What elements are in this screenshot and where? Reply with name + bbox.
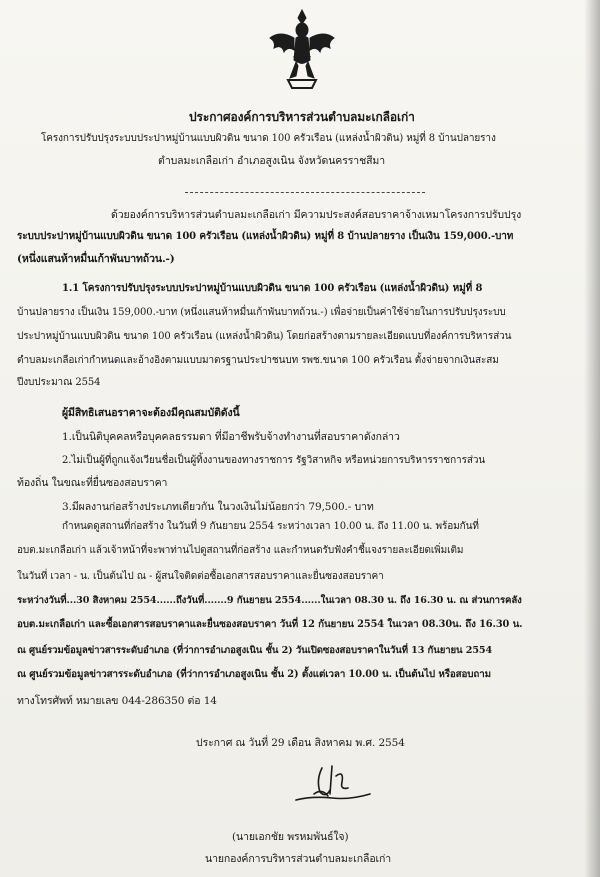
- schedule-line-8: ทางโทรศัพท์ หมายเลข 044-286350 ต่อ 14: [17, 695, 217, 707]
- project-line-1: โครงการปรับปรุงระบบประปาหมู่บ้านแบบผิวดิน ขนาด 100 ครัวเรือน (แหล่งน้ำผิวดิน) หมู่ที่ 8 บ้านปลายราง: [41, 133, 496, 144]
- qualification-item-1: 1.เป็นนิติบุคคลหรือบุคคลธรรมดา ที่มีอาชีพรับจ้างทำงานที่สอบราคาดังกล่าว: [62, 431, 400, 443]
- signature-icon: [292, 760, 372, 810]
- scan-edge-shadow: [584, 0, 600, 877]
- separator-line: [185, 192, 425, 193]
- qualifications-heading: ผู้มีสิทธิเสนอราคาจะต้องมีคุณสมบัติดังนี้: [62, 407, 240, 419]
- item-1-1-line-2: บ้านปลายราง เป็นเงิน 159,000.-บาท (หนึ่งแสนห้าหมื่นเก้าพันบาทถ้วน.-) เพื่อจ่ายเป็นค่าใช้จ่ายในการปรับปรุงระบบ: [17, 307, 506, 318]
- intro-line-3: (หนึ่งแสนห้าหมื่นเก้าพันบาทถ้วน.-): [17, 253, 175, 265]
- intro-line-1: ด้วยองค์การบริหารส่วนตำบลมะเกลือเก่า มีความประสงค์สอบราคาจ้างเหมาโครงการปรับปรุง: [111, 209, 522, 221]
- item-1-1-line-4: ตำบลมะเกลือเก่ากำหนดและอ้างอิงตามแบบมาตรฐานประปาชนบท รพช.ขนาด 100 ครัวเรือน ตั้งจ่ายจากเงินสะสม: [17, 355, 499, 366]
- schedule-line-7: ณ ศูนย์รวมข้อมูลข่าวสารระดับอำเภอ (ที่ว่าการอำเภอสูงเนิน ชั้น 2) ตั้งแต่เวลา 10.00 น. เป็นต้นไป หรือสอบถาม: [17, 669, 492, 680]
- item-1-1-line-1: 1.1 โครงการปรับปรุงระบบประปาหมู่บ้านแบบผิวดิน ขนาด 100 ครัวเรือน (แหล่งน้ำผิวดิน) หมู่ที่ 8: [62, 283, 483, 294]
- announce-date: ประกาศ ณ วันที่ 29 เดือน สิงหาคม พ.ศ. 2554: [196, 737, 405, 749]
- intro-line-2: ระบบประปาหมู่บ้านแบบผิวดิน ขนาด 100 ครัวเรือน (แหล่งน้ำผิวดิน) หมู่ที่ 8 บ้านปลายราง เป็นเงิน 159,000.-บาท: [17, 231, 514, 242]
- schedule-line-4: ระหว่างวันที่...30 สิงหาคม 2554......ถึงวันที่.......9 กันยายน 2554......ในเวลา 08.30 น. ถึง 16.30 น. ณ ส่วนการคลัง: [17, 595, 522, 606]
- schedule-line-2: อบต.มะเกลือเก่า แล้วเจ้าหน้าที่จะพาท่านไปดูสถานที่ก่อสร้าง และกำหนดรับฟังคำชี้แจงรายละเอียดเพิ่มเติม: [17, 545, 464, 556]
- project-line-2: ตำบลมะเกลือเก่า อำเภอสูงเนิน จังหวัดนครราชสีมา: [158, 155, 386, 167]
- signer-position: นายกองค์การบริหารส่วนตำบลมะเกลือเก่า: [205, 853, 392, 865]
- signer-name: (นายเอกชัย พรหมพันธ์ใจ): [232, 831, 349, 843]
- qualification-item-3: 3.มีผลงานก่อสร้างประเภทเดียวกัน ในวงเงินไม่น้อยกว่า 79,500.- บาท: [62, 501, 374, 513]
- item-1-1-line-3: ประปาหมู่บ้านแบบผิวดิน ขนาด 100 ครัวเรือน (แหล่งน้ำผิวดิน) โดยก่อสร้างตามรายละเอียดแบบที่องค์การบริหารส่วน: [17, 331, 512, 342]
- schedule-line-6: ณ ศูนย์รวมข้อมูลข่าวสารระดับอำเภอ (ที่ว่าการอำเภอสูงเนิน ชั้น 2) วันเปิดซองสอบราคาในวันที่ 13 กันยายน 2554: [17, 645, 493, 656]
- item-1-1-line-5: ปีงบประมาณ 2554: [17, 377, 101, 388]
- schedule-line-1: กำหนดดูสถานที่ก่อสร้าง ในวันที่ 9 กันยายน 2554 ระหว่างเวลา 10.00 น. ถึง 11.00 น. พร้อมกันที่: [62, 521, 479, 532]
- schedule-line-3: ในวันที่ เวลา - น. เป็นต้นไป ณ - ผู้สนใจติดต่อซื้อเอกสารสอบราคาและยื่นซองสอบราคา: [17, 571, 384, 582]
- garuda-emblem-icon: [266, 8, 338, 92]
- qualification-item-2: 2.ไม่เป็นผู้ที่ถูกแจ้งเวียนชื่อเป็นผู้ทิ้งงานของทางราชการ รัฐวิสาหกิจ หรือหน่วยการบริหารราชการส่วน: [62, 455, 486, 466]
- schedule-line-5: อบต.มะเกลือเก่า และซื้อเอกสารสอบราคาและยื่นซองสอบราคา วันที่ 12 กันยายน 2554 ในเวลา 08.30น. ถึง 16.30 น.: [17, 619, 523, 630]
- qualification-item-2-cont: ท้องถิ่น ในขณะที่ยื่นซองสอบราคา: [17, 477, 168, 489]
- announcement-title: ประกาศองค์การบริหารส่วนตำบลมะเกลือเก่า: [189, 110, 415, 124]
